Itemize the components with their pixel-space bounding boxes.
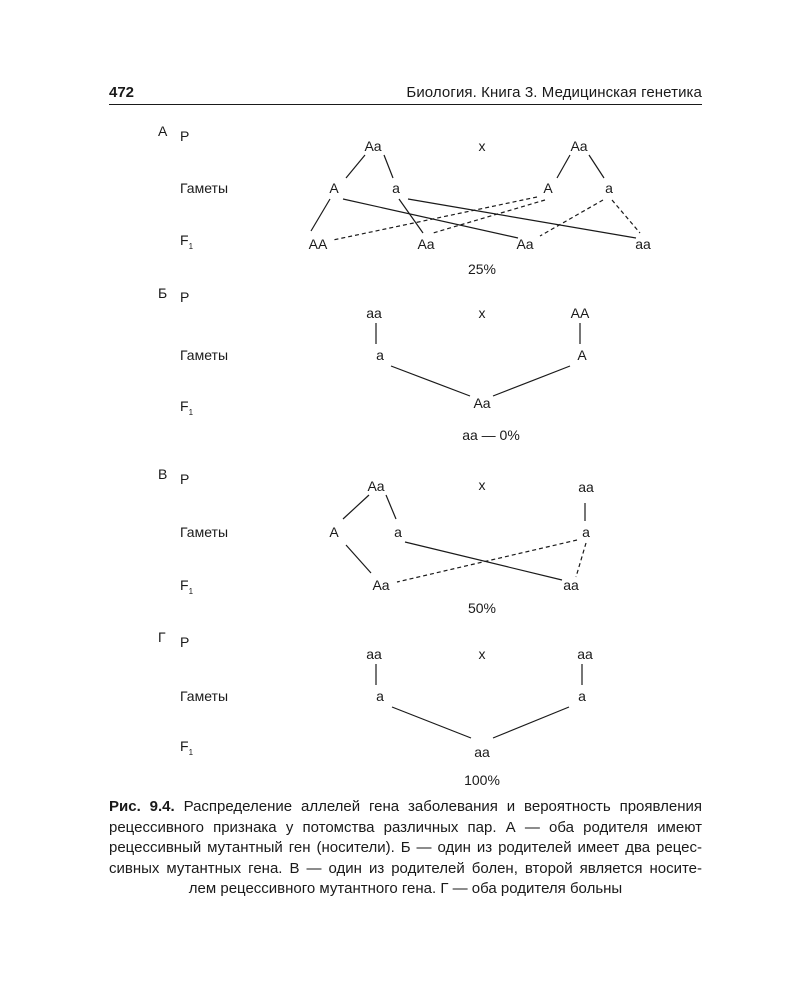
result-percent: 100% [464, 772, 500, 788]
parent-1: Aa [367, 478, 385, 494]
row-label-gametes: Гаметы [180, 688, 229, 704]
line-A2-to-Aa-left [433, 200, 545, 233]
panel-letter: Б [158, 285, 168, 301]
figure-caption [109, 797, 702, 900]
parent-1: aa [366, 646, 382, 662]
parent-2: aa [578, 479, 594, 495]
cross-sign: x [478, 305, 486, 321]
line-a-left-to-aa [392, 707, 471, 738]
line-a-right-to-aa [493, 707, 569, 738]
gamete: a [376, 347, 384, 363]
caption-line: рецессивного признака у потомства различных пар. А — оба родителя имеют [109, 818, 702, 836]
parent-1: aa [366, 305, 382, 321]
line-A-to-Aa-offspring [346, 545, 371, 573]
caption-line: рецессивный мутантный ген (носители). Б — один из родителей имеет два рецес- [109, 839, 702, 856]
gamete: A [329, 524, 339, 540]
cross-sign: x [478, 138, 486, 154]
row-label-parents: P [180, 289, 190, 305]
row-label-f1: $F_1$ [180, 738, 194, 757]
gamete: a [605, 180, 613, 196]
parent-2: AA [570, 305, 590, 321]
row-label-f1: $F_1$ [180, 398, 194, 417]
offspring: AA [308, 236, 328, 252]
row-label-parents: P [180, 128, 190, 144]
gamete: a [392, 180, 400, 196]
gamete: A [577, 347, 587, 363]
cross-sign: x [478, 646, 486, 662]
line-Aa-to-A [343, 495, 369, 519]
line-A-to-Aa [493, 366, 570, 396]
line-a-to-Aa [391, 366, 470, 396]
caption-label: Рис. 9.4. [109, 798, 175, 815]
running-title: Биология. Книга 3. Медицинская генетика [406, 84, 702, 101]
line-p1-to-gamete-A [346, 155, 365, 178]
parent-2: aa [577, 646, 593, 662]
row-label-parents: P [180, 634, 190, 650]
gamete: a [582, 524, 590, 540]
result-percent: 50% [467, 600, 497, 616]
offspring: aa [474, 744, 490, 760]
parent-2: Aa [570, 138, 588, 154]
line-Aa-to-a [386, 495, 396, 519]
row-label-parents: P [180, 471, 190, 487]
caption-line: сивных мутантных гена. В — один из родителей болен, второй является носите- [109, 859, 702, 877]
offspring: aa [563, 577, 579, 593]
offspring: aa [635, 236, 651, 252]
panel-letter: А [158, 123, 168, 139]
row-label-f1: $F_1$ [180, 232, 194, 251]
cross-sign: x [478, 477, 486, 493]
parent-1: Aa [364, 138, 382, 154]
page-number: 472 [109, 84, 135, 101]
offspring: Aa [516, 236, 534, 252]
line-p1-to-gamete-a [384, 155, 393, 178]
gamete: a [578, 688, 586, 704]
row-label-gametes: Гаметы [180, 180, 229, 196]
row-label-gametes: Гаметы [180, 347, 229, 363]
gamete: A [329, 180, 339, 196]
line-a2-to-aa [612, 200, 640, 233]
row-label-gametes: Гаметы [180, 524, 229, 540]
caption-line: Рис. 9.4. Распределение аллелей гена заболевания и вероятность проявления [109, 798, 703, 815]
line-p2-to-gamete-A [557, 155, 570, 178]
line-a-to-aa-offspring [405, 542, 562, 580]
caption-line: лем рецессивного мутантного гена. Г — оба родителя больны [188, 880, 623, 897]
offspring: Aa [372, 577, 390, 593]
line-A-to-AA [311, 199, 330, 231]
result-percent: 25% [467, 261, 497, 277]
line-a-to-aa [408, 199, 636, 238]
gamete: A [543, 180, 553, 196]
result-percent: aa — 0% [462, 427, 520, 443]
offspring: Aa [473, 395, 491, 411]
offspring: Aa [417, 236, 435, 252]
row-label-f1: $F_1$ [180, 577, 194, 596]
line-p2-to-gamete-a [589, 155, 604, 178]
panel-letter: В [158, 466, 168, 482]
panel-letter: Г [158, 629, 166, 645]
gamete: a [394, 524, 402, 540]
line-a-right-to-aa [576, 543, 586, 577]
gamete: a [376, 688, 384, 704]
